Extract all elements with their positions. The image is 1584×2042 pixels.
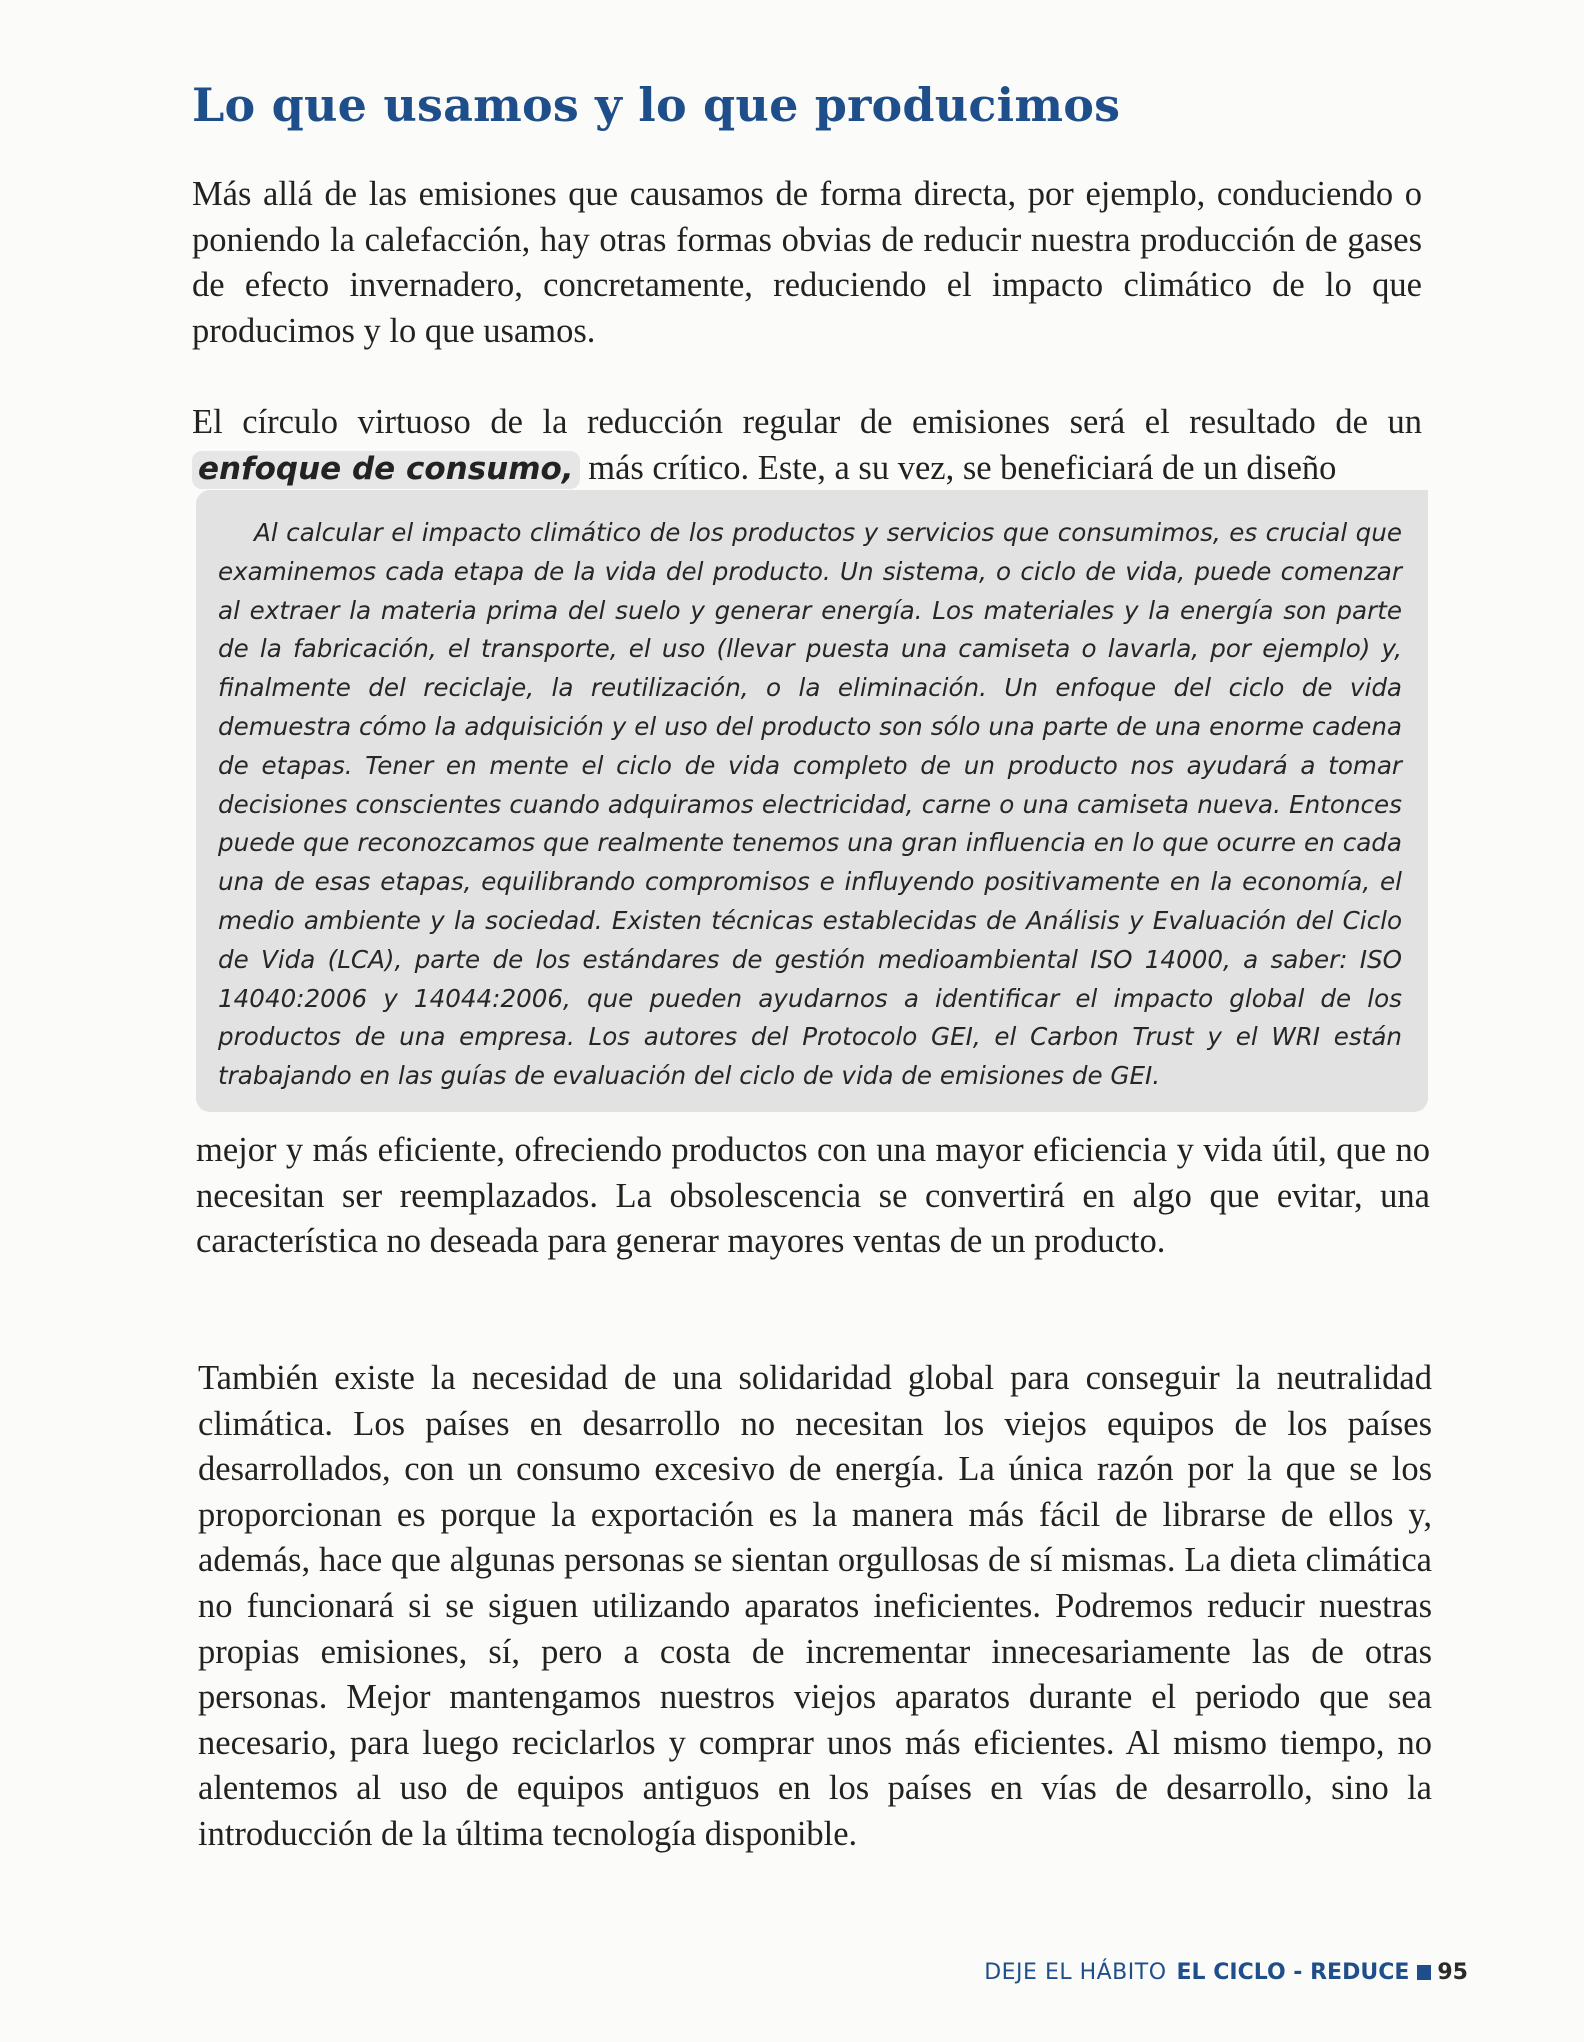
paragraph-virtuous-circle-start: El círculo virtuoso de la reducción regular de emisiones será el resultado de un [192, 403, 1422, 441]
sidebar-box-text: Al calcular el impacto climático de los productos y servicios que consumimos, es crucial que examinemos cada etapa de la vida del producto. Un sistema, o ciclo de vida, puede comenzar al extraer la materia prima del suelo y generar energía. Los materiales y la energía son parte de la fabricación, el transporte, el uso (llevar puesta una camiseta o lavarla, por ejemplo) y, finalmente del reciclaje, la reutilización, o la eliminación. Un enfoque del ciclo de vida demuestra cómo la adquisición y el uso del producto son sólo una parte de una enorme cadena de etapas. Tener en mente el ciclo de vida completo de un producto nos ayudará a tomar decisiones conscientes cuando adquiramos electricidad, carne o una camiseta nueva. Entonces puede que reconozcamos que realmente tenemos una gran influencia en lo que ocurre en cada una de esas etapas, equilibrando compromisos e influyendo positivamente en la economía, el medio ambiente y la sociedad. Existen técnicas establecidas de Análisis y Evaluación del Ciclo de Vida (LCA), parte de los estándares de gestión medioambiental ISO 14000, a saber: ISO 14040:2006 y 14044:2006, que pueden ayudarnos a identificar el impacto global de los productos de una empresa. Los autores del Protocolo GEI, el Carbon Trust y el WRI están trabajando en las guías de evaluación del ciclo de vida de emisiones de GEI. [218, 518, 1402, 1091]
paragraph-virtuous-circle-end: más crítico. Este, a su vez, se beneficiará de un diseño [579, 448, 1337, 487]
sidebar-box [196, 490, 1428, 1112]
paragraph-global-solidarity: También existe la necesidad de una solidaridad global para conseguir la neutralidad climática. Los países en desarrollo no necesitan los viejos equipos de los países desarrollados, con un consumo excesivo de energía. La única razón por la que se los proporcionan es porque la exportación es la manera más fácil de librarse de ellos y, además, hace que algunas personas se sientan orgullosas de sí mismas. La dieta climática no funcionará si se siguen utilizando aparatos ineficientes. Podremos reducir nuestras propias emisiones, sí, pero a costa de incrementar innecesariamente las de otras personas. Mejor mantengamos nuestros viejos aparatos durante el periodo que sea necesario, para luego reciclarlos y comprar unos más eficientes. Al mismo tiempo, no alentemos al uso de equipos antiguos en los países en vías de desarrollo, sino la introducción de la última tecnología disponible. [198, 1359, 1432, 1853]
paragraph-virtuous-circle [192, 400, 1422, 492]
page-title: Lo que usamos y lo que producimos [192, 78, 1121, 132]
footer-book-title: DEJE EL HÁBITO [984, 1960, 1167, 1985]
highlighted-term: enfoque de consumo, [192, 451, 580, 489]
square-bullet-icon [1417, 1965, 1431, 1980]
paragraph-continuation: mejor y más eficiente, ofreciendo productos con una mayor eficiencia y vida útil, que no necesitan ser reemplazados. La obsolescencia se convertirá en algo que evitar, una característica no deseada para generar mayores ventas de un producto. [196, 1131, 1430, 1261]
footer-chapter: EL CICLO - REDUCE [1176, 1960, 1410, 1985]
paragraph-intro: Más allá de las emisiones que causamos de forma directa, por ejemplo, conduciendo o poniendo la calefacción, hay otras formas obvias de reducir nuestra producción de gases de efecto invernadero, concretamente, reduciendo el impacto climático de lo que producimos y lo que usamos. [192, 175, 1422, 350]
page-number: 95 [1437, 1960, 1468, 1985]
page-footer [984, 1960, 1468, 1985]
